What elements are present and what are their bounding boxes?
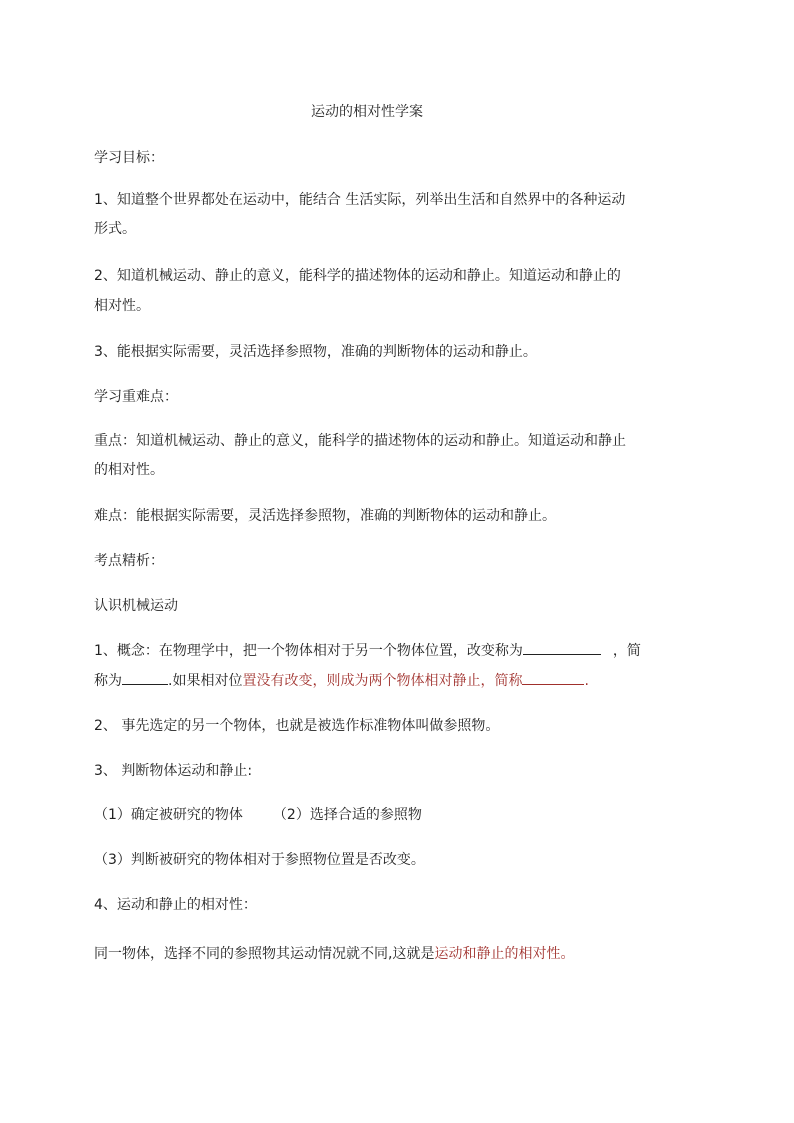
step-2: （2）选择合适的参照物 (272, 807, 422, 823)
summary-text: 同一物体，选择不同的参照物其运动情况就不同,这就是 (94, 946, 435, 962)
goal-3: 3、能根据实际需要，灵活选择参照物，准确的判断物体的运动和静止。 (94, 344, 537, 360)
goal-2-line-1: 2、知道机械运动、静止的意义，能科学的描述物体的运动和静止。知道运动和静止的 (94, 268, 621, 284)
section-heading-exam: 考点精析： (94, 553, 164, 569)
summary-highlight: 运动和静止的相对性。 (434, 946, 575, 962)
item-3: 3、 判断物体运动和静止: (94, 763, 253, 779)
concept-text-4: .如果相对位 (168, 673, 243, 689)
item-2: 2、 事先选定的另一个物体，也就是被选作标准物体叫做参照物。 (94, 718, 500, 734)
fill-blank-3[interactable] (522, 670, 584, 685)
document-title: 运动的相对性学案 (311, 104, 423, 120)
subsection-heading: 认识机械运动 (94, 598, 178, 614)
steps-line-1 (94, 805, 704, 825)
concept-text-2: ，简 (612, 643, 641, 659)
concept-text-3: 称为 (94, 673, 122, 689)
concept-text-5: 置没有改变，则成为两个物体相对静止，简称 (242, 673, 523, 689)
goal-1-line-2: 形式。 (94, 221, 136, 237)
concept-line-1 (94, 640, 704, 661)
fill-blank-1[interactable] (523, 640, 601, 655)
summary-line (94, 944, 704, 964)
goal-2-line-2: 相对性。 (94, 298, 150, 314)
key-point-line-1: 重点：知道机械运动、静止的意义，能科学的描述物体的运动和静止。知道运动和静止 (94, 433, 626, 449)
step-3: （3）判断被研究的物体相对于参照物位置是否改变。 (94, 852, 425, 868)
concept-text-1: 1、概念：在物理学中，把一个物体相对于另一个物体位置，改变称为 (94, 643, 523, 659)
concept-text-6: . (584, 673, 589, 689)
difficult-point: 难点：能根据实际需要，灵活选择参照物，准确的判断物体的运动和静止。 (94, 508, 556, 524)
concept-line-2 (94, 670, 704, 691)
key-point-line-2: 的相对性。 (94, 462, 164, 478)
section-heading-key: 学习重难点： (94, 389, 178, 405)
step-1: （1）确定被研究的物体 (94, 807, 243, 823)
section-heading-goals: 学习目标： (94, 150, 164, 166)
goal-1-line-1: 1、知道整个世界都处在运动中，能结合 生活实际，列举出生活和自然界中的各种运动 (94, 192, 626, 208)
item-4: 4、运动和静止的相对性： (94, 897, 257, 913)
fill-blank-2[interactable] (122, 670, 168, 685)
